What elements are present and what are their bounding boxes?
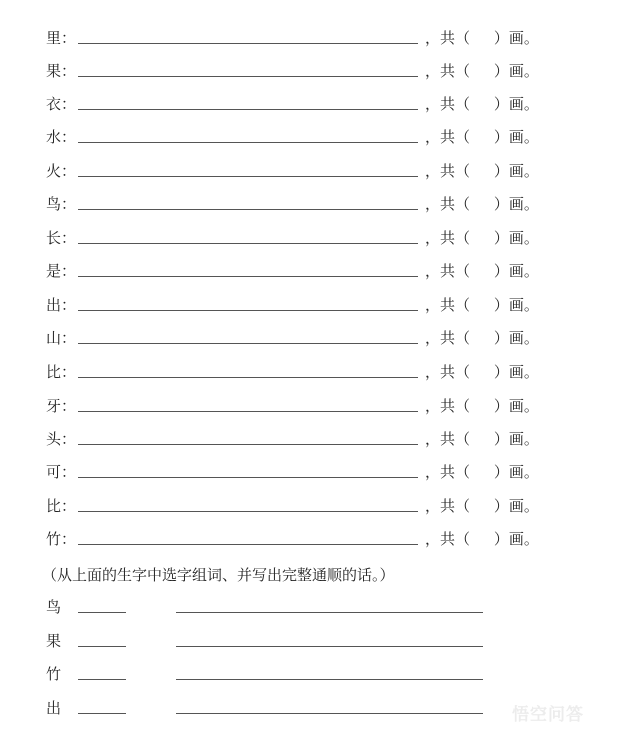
answer-blank[interactable] <box>78 276 418 277</box>
answer-blank[interactable] <box>78 444 418 445</box>
watermark-logo: 悟空问答 <box>512 705 584 725</box>
sentence-row <box>0 663 640 687</box>
exercise-row <box>0 528 640 550</box>
stroke-count-text: ，共（ ）画。 <box>425 329 539 347</box>
exercise-row <box>0 260 640 282</box>
exercise-row <box>0 93 640 115</box>
exercise-row <box>0 327 640 349</box>
exercise-char: 火： <box>46 162 77 180</box>
stroke-count-text: ，共（ ）画。 <box>425 497 539 515</box>
sentence-row <box>0 630 640 654</box>
word-blank[interactable] <box>78 612 126 613</box>
stroke-count-text: ，共（ ）画。 <box>425 229 539 247</box>
exercise-row <box>0 126 640 148</box>
exercise-char: 山： <box>46 329 77 347</box>
exercise-char: 鸟： <box>46 195 77 213</box>
stroke-count-text: ，共（ ）画。 <box>425 128 539 146</box>
answer-blank[interactable] <box>78 109 418 110</box>
sentence-blank[interactable] <box>176 646 483 647</box>
exercise-char: 牙： <box>46 397 77 415</box>
word-blank[interactable] <box>78 646 126 647</box>
stroke-count-text: ，共（ ）画。 <box>425 430 539 448</box>
answer-blank[interactable] <box>78 411 418 412</box>
sentence-blank[interactable] <box>176 612 483 613</box>
exercise-char: 果： <box>46 62 77 80</box>
answer-blank[interactable] <box>78 76 418 77</box>
exercise-char: 头： <box>46 430 77 448</box>
stroke-count-text: ，共（ ）画。 <box>425 530 539 548</box>
exercise-char: 可： <box>46 463 77 481</box>
stroke-count-text: ，共（ ）画。 <box>425 296 539 314</box>
answer-blank[interactable] <box>78 310 418 311</box>
answer-blank[interactable] <box>78 511 418 512</box>
answer-blank[interactable] <box>78 377 418 378</box>
instruction-text: （从上面的生字中选字组词、并写出完整通顺的话。） <box>42 566 395 584</box>
exercise-row <box>0 27 640 49</box>
sentence-char: 果 <box>46 632 62 650</box>
exercise-row <box>0 361 640 383</box>
exercise-char: 水： <box>46 128 77 146</box>
sentence-blank[interactable] <box>176 713 483 714</box>
exercise-row <box>0 227 640 249</box>
answer-blank[interactable] <box>78 142 418 143</box>
stroke-count-text: ，共（ ）画。 <box>425 262 539 280</box>
answer-blank[interactable] <box>78 477 418 478</box>
stroke-count-text: ，共（ ）画。 <box>425 62 539 80</box>
exercise-char: 出： <box>46 296 77 314</box>
answer-blank[interactable] <box>78 43 418 44</box>
answer-blank[interactable] <box>78 343 418 344</box>
exercise-char: 是： <box>46 262 77 280</box>
exercise-row <box>0 395 640 417</box>
stroke-count-text: ，共（ ）画。 <box>425 29 539 47</box>
exercise-row <box>0 60 640 82</box>
sentence-char: 竹 <box>46 665 62 683</box>
stroke-count-text: ，共（ ）画。 <box>425 162 539 180</box>
stroke-count-text: ，共（ ）画。 <box>425 195 539 213</box>
answer-blank[interactable] <box>78 243 418 244</box>
stroke-count-text: ，共（ ）画。 <box>425 397 539 415</box>
word-blank[interactable] <box>78 713 126 714</box>
exercise-char: 竹： <box>46 530 77 548</box>
exercise-char: 衣： <box>46 95 77 113</box>
exercise-char: 比： <box>46 497 77 515</box>
exercise-char: 长： <box>46 229 77 247</box>
stroke-count-text: ，共（ ）画。 <box>425 463 539 481</box>
exercise-row <box>0 461 640 483</box>
stroke-count-text: ，共（ ）画。 <box>425 95 539 113</box>
exercise-row <box>0 294 640 316</box>
answer-blank[interactable] <box>78 176 418 177</box>
sentence-row <box>0 596 640 620</box>
answer-blank[interactable] <box>78 209 418 210</box>
answer-blank[interactable] <box>78 544 418 545</box>
exercise-char: 比： <box>46 363 77 381</box>
exercise-row <box>0 160 640 182</box>
stroke-count-text: ，共（ ）画。 <box>425 363 539 381</box>
exercise-row <box>0 428 640 450</box>
exercise-row <box>0 193 640 215</box>
exercise-row <box>0 495 640 517</box>
exercise-char: 里： <box>46 29 77 47</box>
word-blank[interactable] <box>78 679 126 680</box>
sentence-char: 出 <box>46 699 62 717</box>
sentence-char: 鸟 <box>46 598 62 616</box>
sentence-blank[interactable] <box>176 679 483 680</box>
